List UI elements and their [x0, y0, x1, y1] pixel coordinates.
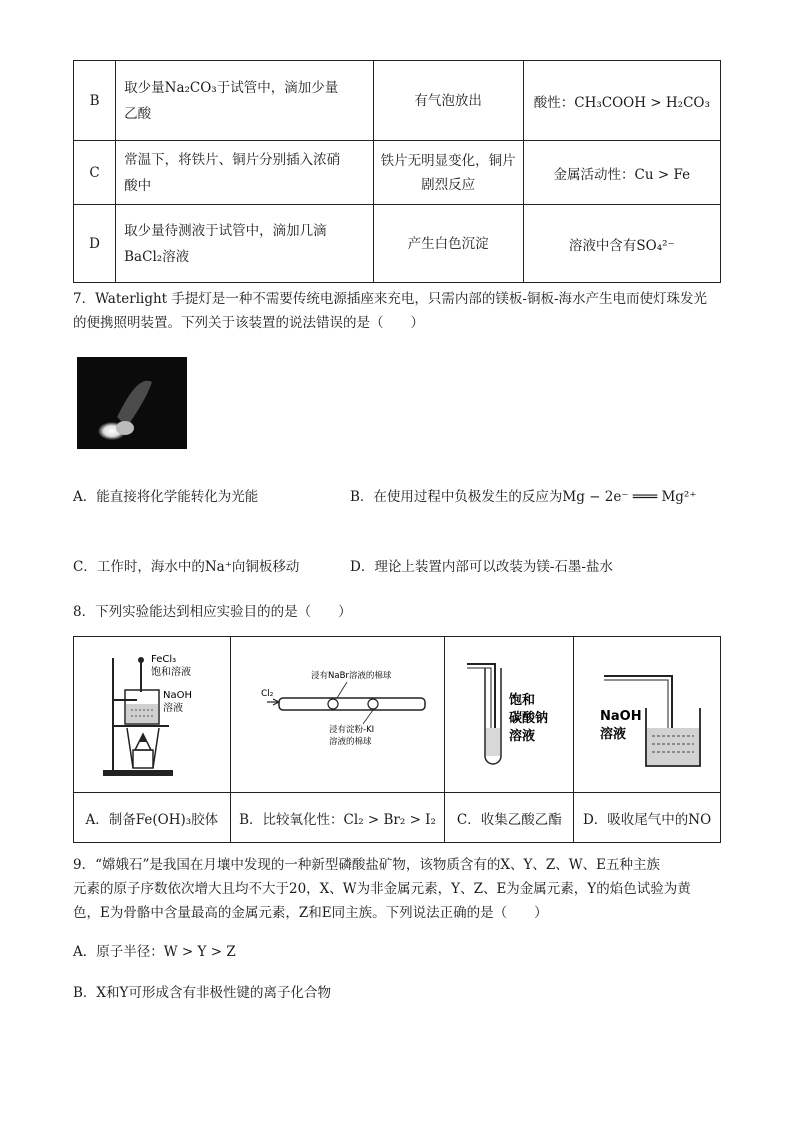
label-saturated-c: 饱和	[509, 692, 536, 708]
ester-collection-apparatus	[447, 638, 571, 788]
apparatus-table	[73, 636, 721, 843]
colloid-apparatus	[77, 638, 227, 788]
q7-stem: 7．Waterlight 手提灯是一种不需要传统电源插座来充电，只需内部的镁板-铜板-海水产生电而使灯珠发光 的便携照明装置。下列关于该装置的说法错误的是（ ）	[73, 291, 708, 331]
q8-stem: 8．下列实验能达到相应实验目的的是（ ）	[73, 604, 352, 620]
q7-option-b[interactable]: B．在使用过程中负极发生的反应为Mg − 2e⁻ ═══ Mg²⁺	[350, 489, 697, 505]
label-naoh: NaOH	[162, 689, 192, 701]
q7-option-c[interactable]: C．工作时，海水中的Na⁺向铜板移动	[73, 559, 300, 575]
row-phenomenon: 产生白色沉淀	[373, 205, 523, 283]
label-solution-d: 溶液	[600, 726, 627, 742]
q8-option-b[interactable]: B．比较氧化性：Cl₂ > Br₂ > I₂	[230, 793, 445, 843]
row-operation: 取少量Na₂CO₃于试管中，滴加少量 乙酸	[124, 79, 339, 122]
table-row	[74, 141, 721, 205]
row-phenomenon: 铁片无明显变化，铜片 剧烈反应	[373, 141, 523, 205]
row-conclusion: 酸性：CH₃COOH > H₂CO₃	[523, 61, 720, 141]
q9-option-b[interactable]: B．X和Y可形成含有非极性键的离子化合物	[73, 985, 331, 1001]
q9-stem: 9．“嫦娥石”是我国在月壤中发现的一种新型磷酸盐矿物，该物质含有的X、Y、Z、W、E五种主族 元素的原子序数依次增大且均不大于20，X、W为非金属元素，Y、Z、E为金属元素，Y的焰色试验为黄 色，E为骨骼中含量最高的金属元素，Z和E同主族。下列说法正确的是（ ）	[73, 857, 691, 921]
row-conclusion: 溶液中含有SO₄²⁻	[523, 205, 720, 283]
label-fecl3: FeCl₃	[150, 653, 176, 665]
label-saturated: 饱和溶液	[150, 666, 191, 678]
row-operation: 常温下，将铁片、铜片分别插入浓硝 酸中	[116, 141, 373, 205]
q7-option-a[interactable]: A．能直接将化学能转化为光能	[73, 489, 259, 505]
q8-option-c[interactable]: C．收集乙酸乙酯	[445, 793, 574, 843]
lamp-photo	[77, 357, 187, 449]
row-conclusion: 金属活动性：Cu > Fe	[523, 141, 720, 205]
label-sodium-carbonate: 碳酸钠	[509, 710, 549, 726]
label-ki-cotton-2: 溶液的棉球	[328, 736, 372, 747]
q8-option-a[interactable]: A．制备Fe(OH)₃胶体	[74, 793, 231, 843]
halogen-tube-apparatus	[233, 638, 443, 788]
label-ki-cotton-1: 浸有淀粉-KI	[328, 724, 374, 735]
row-label: C	[74, 141, 116, 205]
label-nabr-cotton: 浸有NaBr溶液的棉球	[310, 670, 391, 681]
q9-option-a[interactable]: A．原子半径：W > Y > Z	[73, 944, 236, 960]
row-operation: 取少量待测液于试管中，滴加几滴 BaCl₂溶液	[116, 205, 373, 283]
row-phenomenon: 有气泡放出	[373, 61, 523, 141]
tail-gas-absorption-apparatus	[576, 638, 718, 788]
label-naoh-d: NaOH	[600, 708, 642, 724]
table-row	[74, 61, 721, 141]
label-solution-c: 溶液	[509, 728, 536, 744]
label-solution: 溶液	[162, 702, 183, 714]
lamp-image	[77, 357, 187, 449]
experiment-table	[73, 60, 721, 283]
q7-option-d[interactable]: D．理论上装置内部可以改装为镁-石墨-盐水	[350, 559, 613, 575]
row-label: D	[74, 205, 116, 283]
q8-option-d[interactable]: D．吸收尾气中的NO	[574, 793, 721, 843]
table-row	[74, 205, 721, 283]
label-cl2: Cl₂	[260, 688, 273, 699]
row-label: B	[74, 61, 116, 141]
